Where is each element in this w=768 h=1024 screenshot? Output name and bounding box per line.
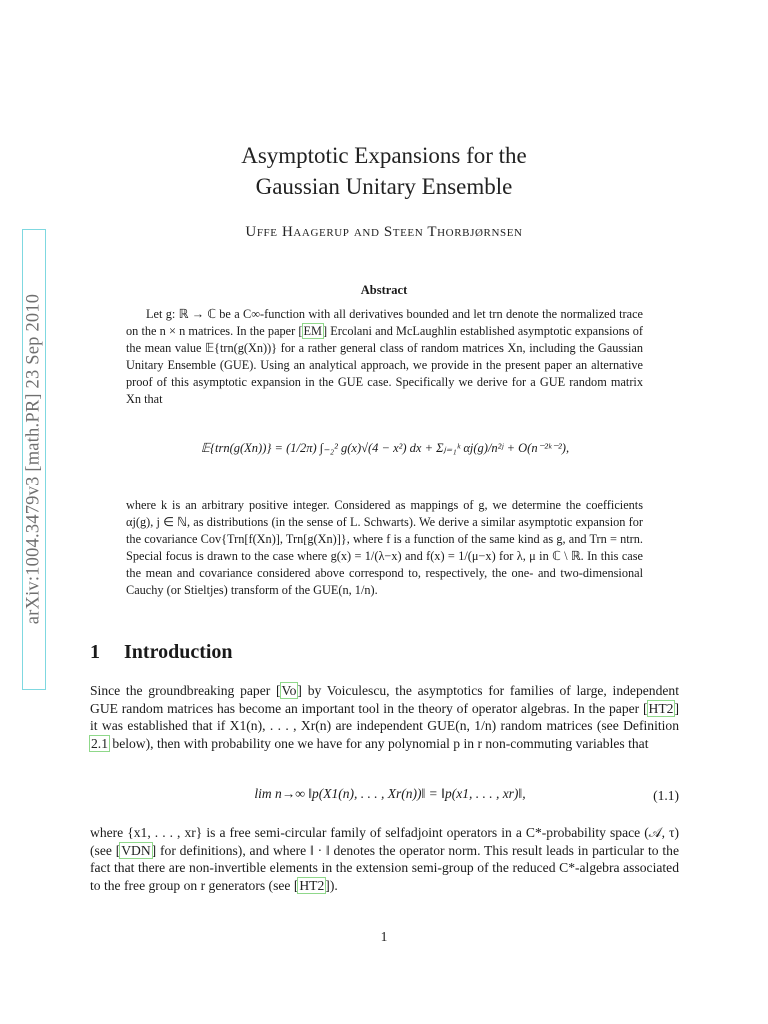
abstract-equation: 𝔼{trn(g(Xn))} = (1/2π) ∫₋₂² g(x)√(4 − x²) dx + Σⱼ₌₁ᵏ αj(g)/n²ʲ + O(n⁻²ᵏ⁻²), bbox=[200, 441, 570, 455]
intro-text-b: by Voiculescu, the asymptotics for families of large, independent GUE random matrices has become an important tool in the theory of operator algebras. In the paper bbox=[90, 683, 679, 716]
definition-ref-link[interactable]: 2.1 bbox=[91, 735, 108, 751]
intro-text-e: where {x1, . . . , xr} is a free semi-circular family of selfadjoint operators in a C*-probability space (𝒜, τ) (see bbox=[90, 825, 679, 858]
abstract-paragraph-2: where k is an arbitrary positive integer. Considered as mappings of g, we determine the coefficients αj(g), j ∈ ℕ, as distributions (in the sense of L. Schwarts). We derive a similar asymptotic expansion for the covariance Cov{Trn[f(Xn)], Trn[g(Xn)]}, where f is a function of the same kind as g, and Trn = ntrn. Special focus is drawn to the case where g(x) = 1/(λ−x) and f(x) = 1/(μ−x) for λ, μ in ℂ \ ℝ. In this case the mean and covariance considered above correspond to, respectively, the one- and two-dimensional Cauchy (or Stieltjes) transform of the GUE(n, 1/n). bbox=[126, 498, 643, 597]
intro-text-c: it was established that if X1(n), . . . , Xr(n) are independent GUE(n, 1/n) random matrices (see Definition bbox=[90, 718, 679, 733]
paper-title bbox=[160, 140, 608, 202]
equation-number: (1.1) bbox=[653, 788, 679, 803]
intro-text-g: ). bbox=[329, 877, 338, 893]
abstract-text-b: Ercolani and McLaughlin established asymptotic expansions of the mean value 𝔼{trn(g(Xn))} for a rather general class of random matrices Xn, including the Gaussian Unitary Ensemble (GUE). Using an analytical approach, we provide in the present paper an alternative proof of this asymptotic expansion in the GUE case. Specifically we derive for a GUE random matrix Xn that bbox=[126, 324, 643, 406]
intro-text-a: Since the groundbreaking paper bbox=[90, 683, 277, 698]
intro-text-d: below), then with probability one we have for any polynomial p in r non-commuting variables that bbox=[109, 735, 649, 751]
citation-ht2-link-2[interactable]: HT2 bbox=[299, 877, 325, 893]
abstract-heading: Abstract bbox=[360, 283, 408, 297]
section-title: Introduction bbox=[124, 641, 233, 663]
page-number: 1 bbox=[380, 929, 388, 944]
abstract-paragraph-1: Let g: ℝ → ℂ be a C∞-function with all derivatives bounded and let trn denote the normalized trace on the n × n matrices. In the paper [EM] Ercolani and McLaughlin established asymptotic expansions of the mean value 𝔼{trn(g(Xn))} for a rather general class of random matrices Xn, including the Gaussian Unitary Ensemble (GUE). Using an analytical approach, we provide in the present paper an alternative proof of this asymptotic expansion in the GUE case. Specifically we derive for a GUE random matrix Xn that bbox=[126, 307, 643, 406]
citation-ht2-link[interactable]: HT2 bbox=[648, 700, 674, 716]
authors: Uffe Haagerup and Steen Thorbjørnsen bbox=[245, 224, 523, 240]
section-number: 1 bbox=[90, 641, 100, 663]
equation-formula: lim n→∞ ‖p(X1(n), . . . , Xr(n))‖ = ‖p(x1, . . . , xr)‖, bbox=[254, 786, 526, 801]
abstract-text-a: Let g: ℝ → ℂ be a C∞-function with all derivatives bounded and let trn denote the normalized trace on the n × n matrices. In the paper bbox=[126, 307, 643, 338]
intro-paragraph-2: where {x1, . . . , xr} is a free semi-circular family of selfadjoint operators in a C*-probability space (𝒜, τ) (see [VDN] for definitions), and where ‖ · ‖ denotes the operator norm. This result leads in particular to the fact that there are non-invertible elements in the extension semi-group of the reduced C*-algebra associated to the free group on r generators (see [HT2]). bbox=[90, 825, 679, 893]
title-line-2: Gaussian Unitary Ensemble bbox=[255, 174, 513, 199]
arxiv-identifier[interactable]: arXiv:1004.3479v3 [math.PR] 23 Sep 2010 bbox=[23, 293, 44, 625]
intro-text-f: for definitions), and where ‖ · ‖ denotes the operator norm. This result leads in particular to the fact that there are non-invertible elements in the extension semi-group of the reduced C*-algebra associated to the free group on r generators (see bbox=[90, 842, 679, 893]
intro-paragraph-1: Since the groundbreaking paper [Vo] by Voiculescu, the asymptotics for families of large, independent GUE random matrices has become an important tool in the theory of operator algebras. In the paper [HT2] it was established that if X1(n), . . . , Xr(n) are independent GUE(n, 1/n) random matrices (see Definition 2.1 below), then with probability one we have for any polynomial p in r non-commuting variables that bbox=[90, 683, 679, 751]
section-heading bbox=[90, 641, 233, 664]
citation-vo-link[interactable]: Vo bbox=[281, 683, 297, 698]
citation-em-link[interactable]: EM bbox=[303, 324, 322, 338]
title-line-1: Asymptotic Expansions for the bbox=[241, 143, 527, 168]
citation-vdn-link[interactable]: VDN bbox=[121, 842, 151, 858]
display-equation-1-1 bbox=[90, 786, 679, 816]
